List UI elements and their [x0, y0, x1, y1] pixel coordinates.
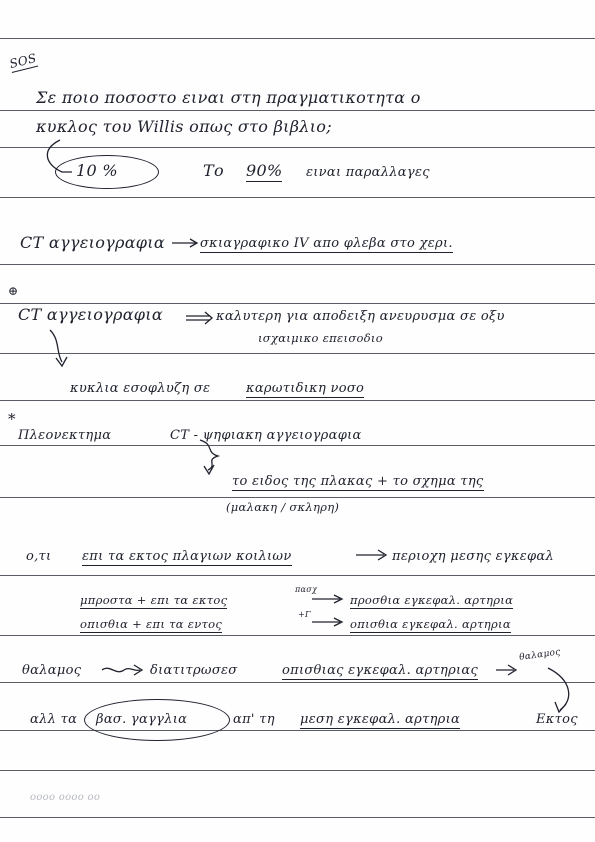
front-a: μπροστα + επι τα εκτος — [80, 593, 228, 607]
ruled-line — [0, 147, 595, 148]
last-mid: απ' τη — [233, 712, 275, 727]
gt-text: επι τα εκτος πλαγιων κοιλιων — [82, 549, 292, 564]
answer-prefix: Το — [203, 161, 224, 180]
answer-ninety: 90% — [246, 161, 283, 180]
ruled-line — [0, 817, 595, 818]
advantage-label: Πλεονεκτημα — [18, 428, 112, 443]
answer-percent: 10 % — [76, 161, 118, 180]
last-end: Εκτος — [536, 712, 578, 727]
ct-angio2-text: καλυτερη για αποδειξη ανευρυσμα σε οξυ — [216, 309, 505, 324]
gt-arrow-text: περιοχη μεσης εγκεφαλ — [392, 549, 555, 564]
thalamus-label: θαλαμος — [22, 663, 82, 678]
star-mark: * — [8, 410, 16, 428]
thalamus-arrow-text: διατιτρωσεσ — [150, 663, 238, 678]
back-a: οπισθια + επι τα εντος — [80, 617, 223, 631]
ruled-line — [0, 303, 595, 304]
gt-label: ο,τι — [26, 549, 52, 564]
ruled-line — [0, 38, 595, 39]
ruled-line — [0, 353, 595, 354]
faint-footer-text: oooo oooo oo — [30, 792, 101, 803]
ruled-line — [0, 635, 595, 636]
last-artery: μεση εγκεφαλ. αρτηρια — [300, 712, 461, 727]
ruled-line — [0, 264, 595, 265]
back-sup: +Γ — [298, 610, 311, 619]
ruled-line — [0, 445, 595, 446]
ruled-line — [0, 497, 595, 498]
ruled-line — [0, 575, 595, 576]
advantage-result-1: το ειδος της πλακας + το σχημα της — [232, 474, 484, 489]
answer-suffix: ειναι παραλλαγες — [306, 165, 430, 180]
thalamus-artery: οπισθιας εγκεφαλ. αρτηριας — [282, 663, 479, 678]
question-line-2: κυκλος του Willis οπως στο βιβλιο; — [36, 117, 332, 136]
circled-plus-mark: ⊕ — [8, 284, 19, 298]
last-circled: βασ. γαγγλια — [96, 712, 188, 727]
ct-angio2-down: κυκλια εσοφλυζη σε — [70, 381, 211, 396]
advantage-result-2: (μαλακη / σκληρη) — [226, 500, 340, 514]
front-sup: πασχ — [295, 585, 318, 594]
ruled-line — [0, 110, 595, 111]
ruled-line — [0, 682, 595, 683]
advantage-ct: CT - ψηφιακη αγγειογραφια — [170, 428, 362, 443]
last-pre: αλλ τα — [30, 712, 78, 727]
ct-angio-label: CT αγγειογραφια — [20, 233, 165, 252]
question-line-1: Σε ποιο ποσοστο ειναι στη πραγματικοτητα ο — [36, 88, 421, 107]
thalamus-right-note: θαλαμος — [518, 647, 562, 663]
ct-angio2-down-u: καρωτιδικη νοσο — [246, 381, 365, 396]
ct-angio2-text2: ισχαιμικο επεισοδιο — [258, 331, 383, 345]
ruled-line — [0, 770, 595, 771]
ct-angio-contrast: σκιαγραφικο IV απο φλεβα στο χερι. — [200, 236, 453, 251]
ct-angio2-label: CT αγγειογραφια — [18, 305, 163, 324]
back-b: οπισθια εγκεφαλ. αρτηρια — [350, 617, 511, 631]
front-b: προσθια εγκεφαλ. αρτηρια — [350, 593, 514, 607]
ruled-line — [0, 730, 595, 731]
sos-label: SOS — [8, 50, 38, 72]
ruled-line — [0, 197, 595, 198]
ruled-line — [0, 400, 595, 401]
